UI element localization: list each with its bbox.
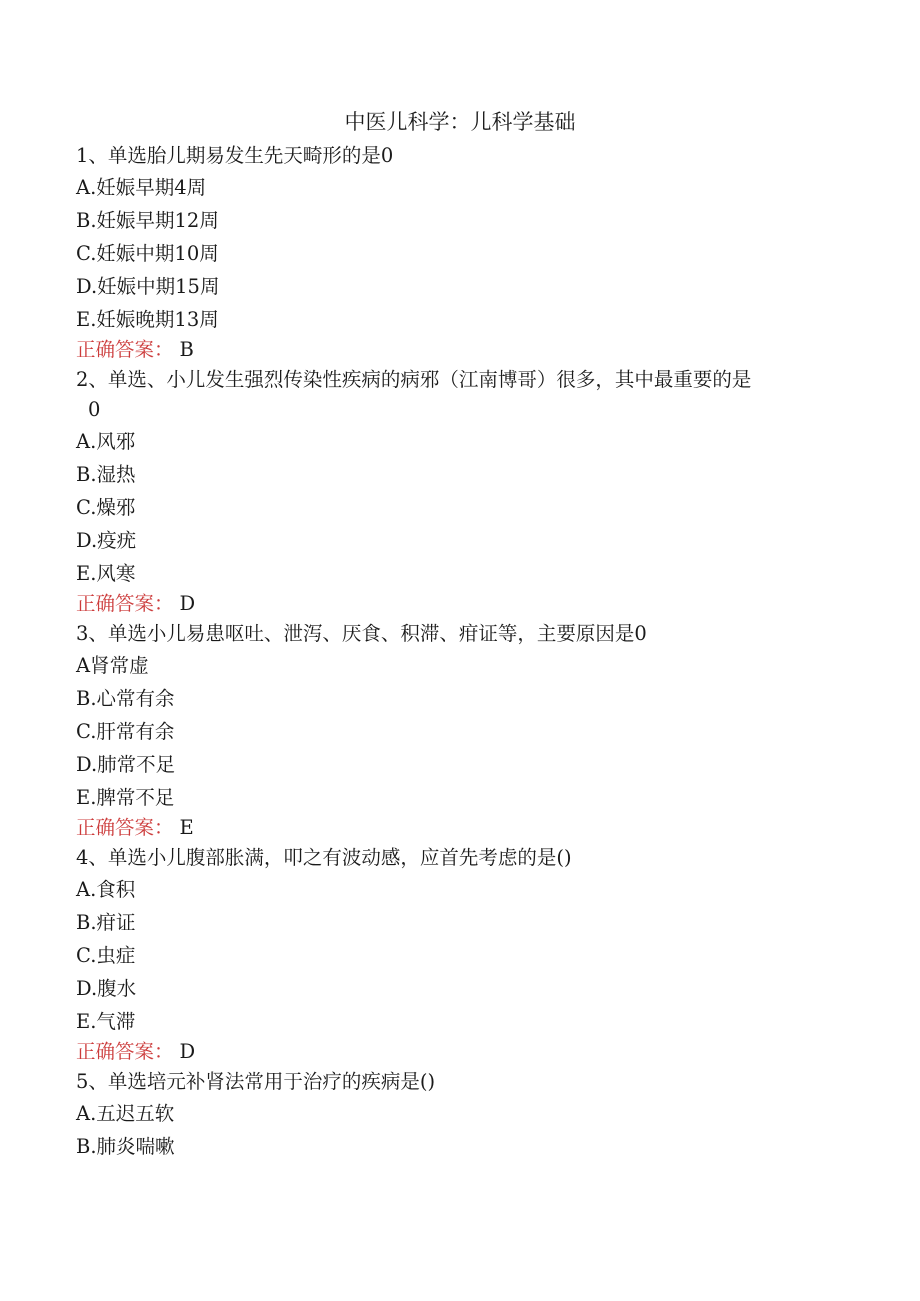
option-c: C.虫症 — [76, 944, 136, 967]
answer-value: D — [179, 592, 196, 615]
question-1 — [76, 141, 856, 363]
question-stem: 3、单选小儿易患呕吐、泄泻、厌食、积滞、疳证等，主要原因是0 — [76, 622, 647, 645]
option-b: B.疳证 — [76, 911, 136, 934]
question-stem: 1、单选胎儿期易发生先天畸形的是0 — [76, 144, 394, 167]
option-e: E.气滞 — [76, 1010, 136, 1033]
question-list — [76, 141, 856, 1163]
answer-value: E — [179, 816, 194, 839]
option-c: C.肝常有余 — [76, 720, 175, 743]
question-2 — [76, 365, 856, 617]
option-b: B.肺炎喘嗽 — [76, 1135, 175, 1158]
answer-label: 正确答案： — [76, 338, 174, 361]
answer-line — [76, 1038, 856, 1065]
question-3 — [76, 619, 856, 841]
document-title: 中医儿科学：儿科学基础 — [344, 110, 576, 134]
answer-label: 正确答案： — [76, 1040, 174, 1063]
option-b: B.湿热 — [76, 463, 136, 486]
option-a: A.五迟五软 — [76, 1102, 175, 1125]
option-e: E.妊娠晚期13周 — [76, 308, 219, 331]
option-d: D.腹水 — [76, 977, 137, 1000]
option-a: A.妊娠早期4周 — [76, 176, 207, 199]
option-e: E.脾常不足 — [76, 786, 175, 809]
option-d: D.肺常不足 — [76, 753, 176, 776]
question-stem-continuation: 0 — [88, 398, 101, 421]
question-5 — [76, 1067, 856, 1163]
option-c: C.妊娠中期10周 — [76, 242, 219, 265]
option-d: D.疫疣 — [76, 529, 137, 552]
option-a: A肾常虚 — [76, 654, 149, 677]
answer-line — [76, 814, 856, 841]
answer-value: B — [179, 338, 194, 361]
answer-label: 正确答案： — [76, 592, 174, 615]
question-4 — [76, 843, 856, 1065]
option-b: B.心常有余 — [76, 687, 175, 710]
answer-line — [76, 590, 856, 617]
option-a: A.食积 — [76, 878, 136, 901]
option-b: B.妊娠早期12周 — [76, 209, 219, 232]
answer-value: D — [179, 1040, 196, 1063]
answer-line — [76, 336, 856, 363]
answer-label: 正确答案： — [76, 816, 174, 839]
option-d: D.妊娠中期15周 — [76, 275, 220, 298]
question-stem: 4、单选小儿腹部胀满，叩之有波动感，应首先考虑的是() — [76, 846, 572, 869]
question-stem: 2、单选、小儿发生强烈传染性疾病的病邪（江南博哥）很多，其中最重要的是 — [76, 368, 752, 391]
option-a: A.风邪 — [76, 430, 136, 453]
question-stem: 5、单选培元补肾法常用于治疗的疾病是() — [76, 1070, 436, 1093]
option-c: C.燥邪 — [76, 496, 136, 519]
option-e: E.风寒 — [76, 562, 136, 585]
